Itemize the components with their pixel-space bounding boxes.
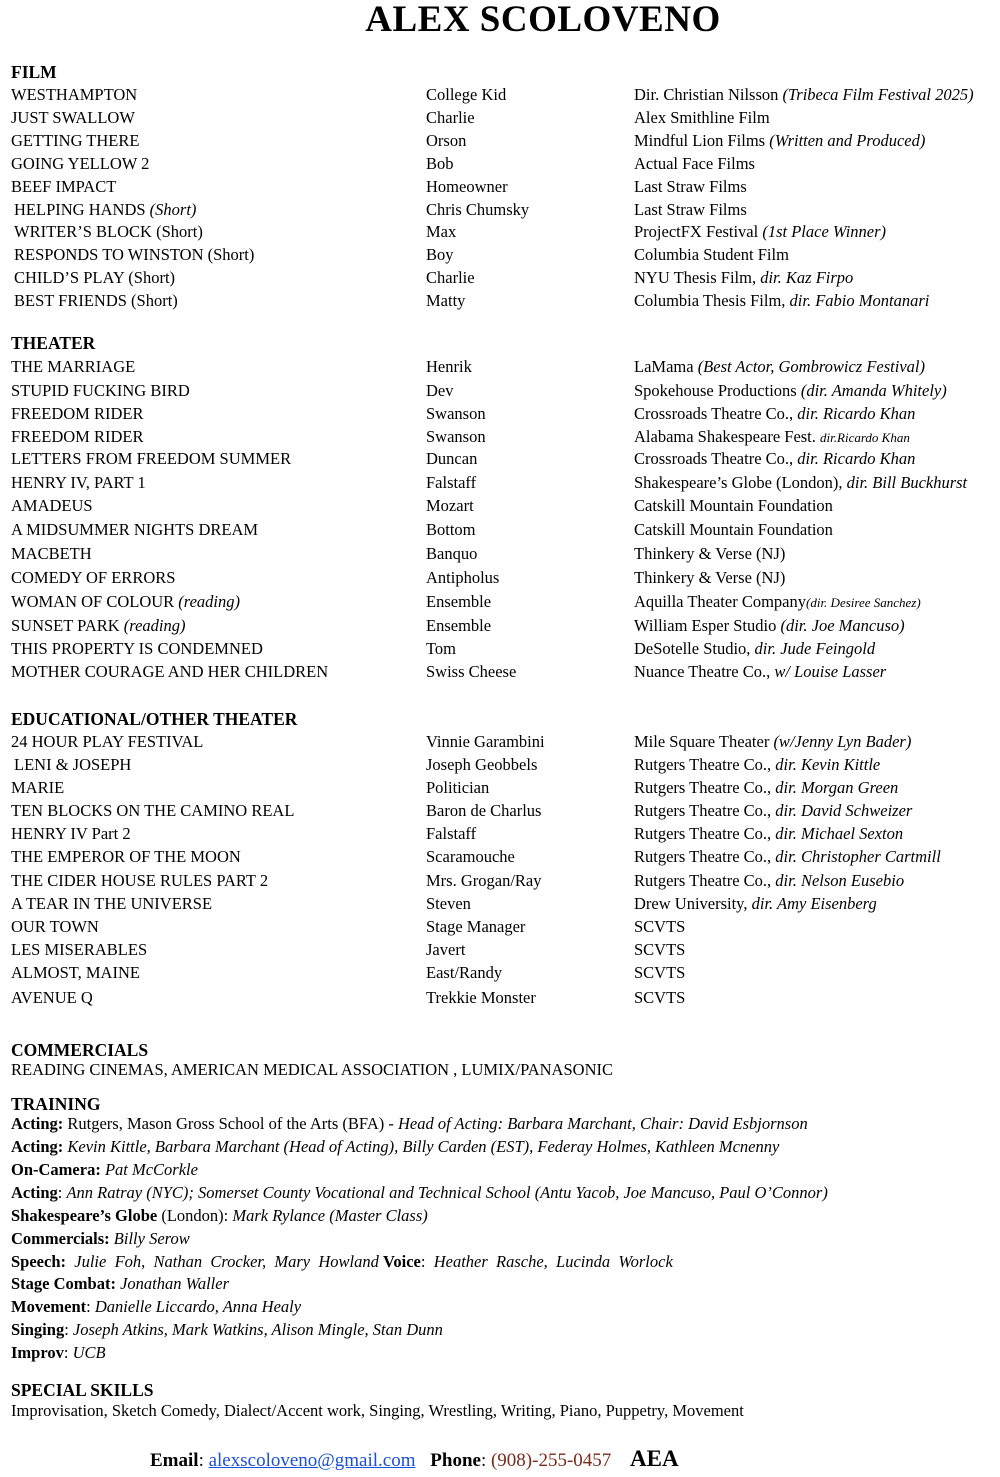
- credit-role: Duncan: [426, 449, 478, 468]
- section-heading-theater: THEATER: [11, 333, 96, 353]
- credit-role: Mozart: [426, 496, 474, 515]
- credit-company: Nuance Theatre Co., w/ Louise Lasser: [634, 662, 887, 681]
- section-heading-commercials: COMMERCIALS: [11, 1040, 149, 1060]
- credit-title: RESPONDS TO WINSTON (Short): [14, 245, 255, 264]
- credit-row: [0, 199, 1000, 221]
- credit-company: Crossroads Theatre Co., dir. Ricardo Khan: [634, 404, 916, 423]
- credit-row: [0, 823, 1000, 845]
- training-line: Stage Combat: Jonathan Waller: [11, 1274, 230, 1293]
- credit-title: HENRY IV Part 2: [11, 824, 131, 843]
- credit-row: [0, 84, 1000, 106]
- credit-company: Shakespeare’s Globe (London), dir. Bill Buckhurst: [634, 473, 968, 492]
- skills-list: Improvisation, Sketch Comedy, Dialect/Accent work, Singing, Wrestling, Writing, Piano, Puppetry, Movement: [11, 1401, 744, 1420]
- credit-title: GETTING THERE: [11, 131, 140, 150]
- credit-company: Drew University, dir. Amy Eisenberg: [634, 894, 877, 913]
- training-line: Acting: Kevin Kittle, Barbara Marchant (Head of Acting), Billy Carden (EST), Federay Holmes, Kathleen Mcnenny: [11, 1137, 780, 1156]
- credit-title: AMADEUS: [11, 496, 93, 515]
- training-line: Singing: Joseph Atkins, Mark Watkins, Alison Mingle, Stan Dunn: [11, 1320, 443, 1339]
- credit-company: Rutgers Theatre Co., dir. Michael Sexton: [634, 824, 904, 843]
- credit-company: NYU Thesis Film, dir. Kaz Firpo: [634, 268, 854, 287]
- credit-title: WESTHAMPTON: [11, 85, 138, 104]
- credit-role: College Kid: [426, 85, 507, 104]
- credit-title: OUR TOWN: [11, 917, 99, 936]
- credit-row: [0, 267, 1000, 289]
- credit-company: Alabama Shakespeare Fest. dir.Ricardo Khan: [634, 427, 910, 446]
- credit-role: Charlie: [426, 108, 475, 127]
- credit-row: [0, 403, 1000, 425]
- credit-title: LETTERS FROM FREEDOM SUMMER: [11, 449, 292, 468]
- training-line: Shakespeare’s Globe (London): Mark Rylance (Master Class): [11, 1206, 428, 1225]
- credit-role: Swanson: [426, 404, 486, 423]
- credit-role: Falstaff: [426, 473, 477, 492]
- training-line: Commercials: Billy Serow: [11, 1229, 190, 1248]
- credit-row: [0, 290, 1000, 312]
- credit-row: [0, 777, 1000, 799]
- credit-company: Columbia Student Film: [634, 245, 789, 264]
- credit-row: [0, 543, 1000, 565]
- credit-role: Homeowner: [426, 177, 508, 196]
- email-label: Email: [150, 1450, 199, 1471]
- credit-role: Dev: [426, 381, 454, 400]
- credit-role: Baron de Charlus: [426, 801, 542, 820]
- credit-title: AVENUE Q: [11, 988, 93, 1007]
- credit-row: [0, 221, 1000, 243]
- credit-title: MOTHER COURAGE AND HER CHILDREN: [11, 662, 329, 681]
- credit-company: Columbia Thesis Film, dir. Fabio Montanari: [634, 291, 930, 310]
- credit-company: SCVTS: [634, 988, 686, 1007]
- contact-line: Email: alexscoloveno@gmail.com Phone: (908)-255-0457 AEA: [150, 1446, 679, 1471]
- credit-company: Aquilla Theater Company(dir. Desiree Sanchez): [634, 592, 921, 611]
- credit-role: Orson: [426, 131, 467, 150]
- credit-title: THIS PROPERTY IS CONDEMNED: [11, 639, 263, 658]
- credit-role: Stage Manager: [426, 917, 526, 936]
- credit-role: Banquo: [426, 544, 478, 563]
- credit-title: THE EMPEROR OF THE MOON: [11, 847, 241, 866]
- credit-title: THE CIDER HOUSE RULES PART 2: [11, 871, 269, 890]
- commercials-list: READING CINEMAS, AMERICAN MEDICAL ASSOCIATION , LUMIX/PANASONIC: [11, 1060, 613, 1079]
- credit-row: [0, 754, 1000, 776]
- credit-role: Swiss Cheese: [426, 662, 517, 681]
- credit-company: DeSotelle Studio, dir. Jude Feingold: [634, 639, 876, 658]
- credit-row: [0, 176, 1000, 198]
- credit-role: Scaramouche: [426, 847, 515, 866]
- section-heading-skills: SPECIAL SKILLS: [11, 1380, 154, 1400]
- credit-company: Crossroads Theatre Co., dir. Ricardo Khan: [634, 449, 916, 468]
- credit-role: Boy: [426, 245, 454, 264]
- credit-company: SCVTS: [634, 940, 686, 959]
- credit-row: [0, 846, 1000, 868]
- credit-company: Rutgers Theatre Co., dir. Nelson Eusebio: [634, 871, 905, 890]
- credit-role: Charlie: [426, 268, 475, 287]
- credit-company: Rutgers Theatre Co., dir. Kevin Kittle: [634, 755, 881, 774]
- credit-title: CHILD’S PLAY (Short): [14, 268, 176, 287]
- credit-title: MACBETH: [11, 544, 92, 563]
- credit-row: [0, 987, 1000, 1009]
- credit-row: [0, 472, 1000, 494]
- training-line: Acting: Ann Ratray (NYC); Somerset County Vocational and Technical School (Antu Yacob, Joe Mancuso, Paul O’Connor): [11, 1183, 828, 1202]
- credit-role: Bob: [426, 154, 454, 173]
- credit-row: [0, 567, 1000, 589]
- phone-number: (908)-255-0457: [490, 1450, 612, 1471]
- credit-row: [0, 426, 1000, 448]
- credit-role: Swanson: [426, 427, 486, 446]
- credit-row: [0, 448, 1000, 470]
- credit-role: Ensemble: [426, 592, 492, 611]
- credit-role: Matty: [426, 291, 466, 310]
- credit-company: LaMama (Best Actor, Gombrowicz Festival): [634, 357, 925, 376]
- credit-title: A TEAR IN THE UNIVERSE: [11, 894, 213, 913]
- credit-row: [0, 244, 1000, 266]
- credit-title: SUNSET PARK (reading): [11, 616, 186, 635]
- credit-company: Rutgers Theatre Co., dir. Christopher Cartmill: [634, 847, 941, 866]
- credit-title: JUST SWALLOW: [11, 108, 135, 127]
- credit-company: William Esper Studio (dir. Joe Mancuso): [634, 616, 905, 635]
- credit-company: Catskill Mountain Foundation: [634, 520, 833, 539]
- credit-role: Max: [426, 222, 457, 241]
- credit-title: FREEDOM RIDER: [11, 404, 144, 423]
- section-heading-training: TRAINING: [11, 1094, 101, 1114]
- credit-title: HENRY IV, PART 1: [11, 473, 146, 492]
- credit-row: [0, 495, 1000, 517]
- credit-row: [0, 893, 1000, 915]
- credit-row: [0, 916, 1000, 938]
- credit-row: [0, 731, 1000, 753]
- credit-role: Ensemble: [426, 616, 492, 635]
- training-line: On-Camera: Pat McCorkle: [11, 1160, 198, 1179]
- credit-company: Thinkery & Verse (NJ): [634, 544, 786, 563]
- credit-title: FREEDOM RIDER: [11, 427, 144, 446]
- credit-role: Politician: [426, 778, 490, 797]
- credit-role: Mrs. Grogan/Ray: [426, 871, 542, 890]
- credit-company: Catskill Mountain Foundation: [634, 496, 833, 515]
- credit-title: 24 HOUR PLAY FESTIVAL: [11, 732, 204, 751]
- training-line: Movement: Danielle Liccardo, Anna Healy: [11, 1297, 302, 1316]
- credit-title: WRITER’S BLOCK (Short): [14, 222, 203, 241]
- credit-title: BEST FRIENDS (Short): [14, 291, 178, 310]
- credit-role: East/Randy: [426, 963, 503, 982]
- credit-row: [0, 638, 1000, 660]
- credit-role: Trekkie Monster: [426, 988, 536, 1007]
- credit-company: Rutgers Theatre Co., dir. David Schweizer: [634, 801, 913, 820]
- training-line: Improv: UCB: [11, 1343, 106, 1362]
- credit-company: Actual Face Films: [634, 154, 755, 173]
- resume-name: ALEX SCOLOVENO: [365, 0, 721, 40]
- credit-title: HELPING HANDS (Short): [14, 200, 197, 219]
- credit-title: ALMOST, MAINE: [11, 963, 140, 982]
- credit-company: Dir. Christian Nilsson (Tribeca Film Festival 2025): [634, 85, 974, 104]
- credit-company: Last Straw Films: [634, 200, 747, 219]
- credit-row: [0, 962, 1000, 984]
- credit-title: BEEF IMPACT: [11, 177, 117, 196]
- credit-row: [0, 870, 1000, 892]
- credit-role: Tom: [426, 639, 457, 658]
- credit-title: LES MISERABLES: [11, 940, 148, 959]
- credit-role: Joseph Geobbels: [426, 755, 538, 774]
- section-heading-film: FILM: [11, 62, 57, 82]
- credit-row: [0, 591, 1000, 613]
- credit-title: TEN BLOCKS ON THE CAMINO REAL: [11, 801, 295, 820]
- credit-role: Bottom: [426, 520, 476, 539]
- credit-role: Chris Chumsky: [426, 200, 530, 219]
- phone-label: Phone: [430, 1450, 481, 1471]
- credit-company: Mile Square Theater (w/Jenny Lyn Bader): [634, 732, 912, 751]
- credit-company: Last Straw Films: [634, 177, 747, 196]
- credit-title: A MIDSUMMER NIGHTS DREAM: [11, 520, 259, 539]
- credit-title: COMEDY OF ERRORS: [11, 568, 176, 587]
- credit-role: Antipholus: [426, 568, 500, 587]
- credit-title: STUPID FUCKING BIRD: [11, 381, 190, 400]
- credit-role: Vinnie Garambini: [426, 732, 545, 751]
- credit-title: GOING YELLOW 2: [11, 154, 150, 173]
- credit-role: Steven: [426, 894, 471, 913]
- credit-row: [0, 356, 1000, 378]
- credit-title: LENI & JOSEPH: [14, 755, 132, 774]
- credit-role: Falstaff: [426, 824, 477, 843]
- training-line: Speech: Julie Foh, Nathan Crocker, Mary Howland Voice: Heather Rasche, Lucinda Worlock: [11, 1252, 673, 1271]
- credit-company: SCVTS: [634, 963, 686, 982]
- credit-row: [0, 615, 1000, 637]
- credit-company: ProjectFX Festival (1st Place Winner): [634, 222, 887, 241]
- credit-row: [0, 800, 1000, 822]
- union-affiliation: AEA: [630, 1446, 679, 1471]
- credit-company: Alex Smithline Film: [634, 108, 770, 127]
- email-link[interactable]: alexscoloveno@gmail.com: [208, 1450, 416, 1471]
- credit-title: MARIE: [11, 778, 65, 797]
- credit-row: [0, 661, 1000, 683]
- credit-company: Rutgers Theatre Co., dir. Morgan Green: [634, 778, 899, 797]
- credit-row: [0, 939, 1000, 961]
- credit-row: [0, 519, 1000, 541]
- credit-company: SCVTS: [634, 917, 686, 936]
- credit-row: [0, 380, 1000, 402]
- section-heading-educational: EDUCATIONAL/OTHER THEATER: [11, 709, 298, 729]
- credit-company: Mindful Lion Films (Written and Produced): [634, 131, 926, 150]
- credit-title: THE MARRIAGE: [11, 357, 136, 376]
- credit-company: Spokehouse Productions (dir. Amanda Whitely): [634, 381, 947, 400]
- credit-row: [0, 130, 1000, 152]
- credit-title: WOMAN OF COLOUR (reading): [11, 592, 241, 611]
- credit-row: [0, 107, 1000, 129]
- credit-company: Thinkery & Verse (NJ): [634, 568, 786, 587]
- credit-row: [0, 153, 1000, 175]
- credit-role: Henrik: [426, 357, 472, 376]
- credit-role: Javert: [426, 940, 466, 959]
- training-line: Acting: Rutgers, Mason Gross School of the Arts (BFA) - Head of Acting: Barbara Marchant, Chair: David Esbjornson: [11, 1114, 808, 1133]
